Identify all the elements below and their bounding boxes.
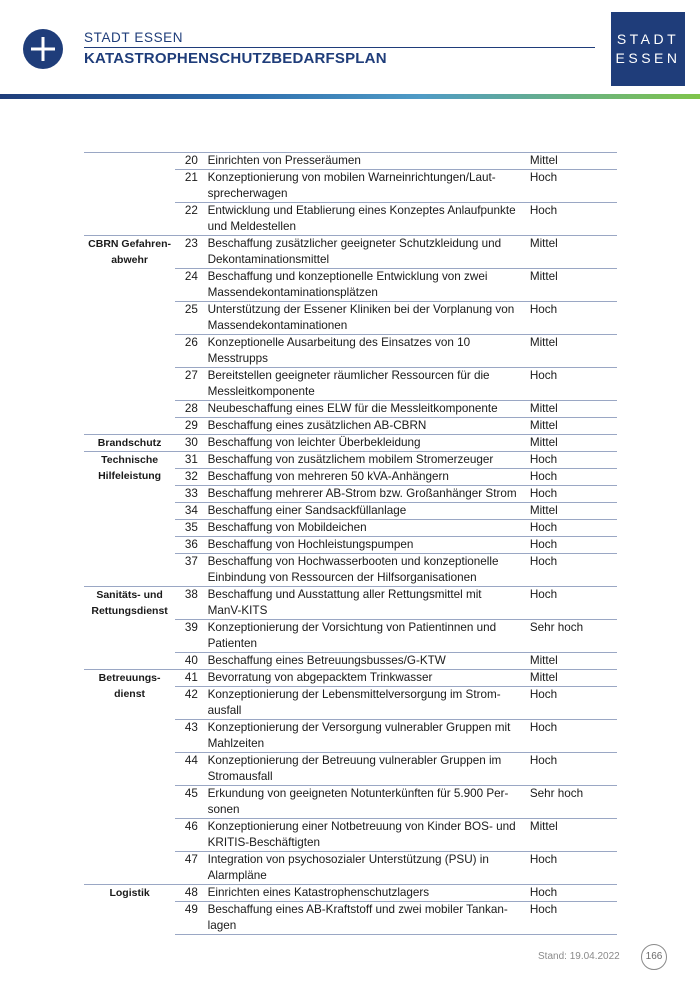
measure-priority: Mittel	[530, 418, 617, 435]
measure-number: 29	[175, 418, 207, 435]
measure-description: Entwicklung und Etablierung eines Konzeptes Anlaufpunkte und Meldestellen	[208, 203, 530, 236]
measure-priority: Mittel	[530, 335, 617, 368]
measure-priority: Hoch	[530, 687, 617, 720]
category-label: Logistik	[109, 887, 150, 899]
measure-priority: Hoch	[530, 452, 617, 469]
measure-description: Konzeptionierung der Lebensmittelversorgung im Strom- ausfall	[208, 687, 530, 720]
measure-priority: Hoch	[530, 170, 617, 203]
measure-number: 35	[175, 520, 207, 537]
measure-description: Beschaffung und konzeptionelle Entwicklung von zwei Massendekontaminationsplätzen	[208, 269, 530, 302]
measure-number: 37	[175, 554, 207, 587]
measure-priority: Hoch	[530, 302, 617, 335]
measure-number: 49	[175, 902, 207, 935]
measure-description: Beschaffung von Hochwasserbooten und konzeptionelle Einbindung von Ressourcen der Hilfsorganisationen	[208, 554, 530, 587]
measure-priority: Mittel	[530, 653, 617, 670]
measure-priority: Hoch	[530, 720, 617, 753]
measure-description: Beschaffung von Mobildeichen	[208, 520, 530, 537]
measure-description: Konzeptionierung der Vorsichtung von Patientinnen und Patienten	[208, 620, 530, 653]
measure-description: Beschaffung zusätzlicher geeigneter Schutzkleidung und Dekontaminationsmittel	[208, 236, 530, 269]
measures-table	[84, 152, 617, 935]
category-cell	[84, 435, 175, 452]
brand-line-2: ESSEN	[615, 50, 681, 66]
header-gradient-bar	[0, 94, 700, 99]
measure-description: Bevorratung von abgepacktem Trinkwasser	[208, 670, 530, 687]
category-cell	[84, 587, 175, 670]
category-cell	[84, 452, 175, 587]
measure-number: 24	[175, 269, 207, 302]
measure-number: 42	[175, 687, 207, 720]
measure-number: 21	[175, 170, 207, 203]
measure-priority: Hoch	[530, 753, 617, 786]
table-row	[84, 587, 617, 620]
measure-number: 41	[175, 670, 207, 687]
measure-description: Unterstützung der Essener Kliniken bei der Vorplanung von Massendekontaminationen	[208, 302, 530, 335]
measure-description: Beschaffung mehrerer AB-Strom bzw. Großanhänger Strom	[208, 486, 530, 503]
measure-number: 26	[175, 335, 207, 368]
measure-description: Bereitstellen geeigneter räumlicher Ressourcen für die Messleitkomponente	[208, 368, 530, 401]
category-label: Brandschutz	[97, 437, 162, 449]
measure-priority: Hoch	[530, 469, 617, 486]
measure-number: 38	[175, 587, 207, 620]
measure-description: Beschaffung von mehreren 50 kVA-Anhängern	[208, 469, 530, 486]
brand-line-1: STADT	[616, 31, 680, 47]
measure-description: Konzeptionelle Ausarbeitung des Einsatzes von 10 Messtrupps	[208, 335, 530, 368]
measure-number: 33	[175, 486, 207, 503]
measure-priority: Hoch	[530, 852, 617, 885]
measure-number: 47	[175, 852, 207, 885]
stadt-essen-logo	[611, 12, 685, 86]
measure-number: 27	[175, 368, 207, 401]
table-row	[84, 236, 617, 269]
table-row	[84, 452, 617, 469]
page-number: 166	[641, 944, 667, 970]
measure-priority: Sehr hoch	[530, 786, 617, 819]
measure-number: 45	[175, 786, 207, 819]
measure-number: 31	[175, 452, 207, 469]
measure-number: 30	[175, 435, 207, 452]
measure-description: Beschaffung von leichter Überbekleidung	[208, 435, 530, 452]
table-row	[84, 670, 617, 687]
measure-description: Integration von psychosozialer Unterstützung (PSU) in Alarmpläne	[208, 852, 530, 885]
table-row	[84, 153, 617, 170]
measure-description: Beschaffung eines AB-Kraftstoff und zwei mobiler Tankan- lagen	[208, 902, 530, 935]
category-label: Sanitäts- und Rettungsdienst	[91, 589, 168, 617]
category-label: CBRN Gefahren- abwehr	[88, 238, 172, 266]
table-row	[84, 435, 617, 452]
measure-description: Neubeschaffung eines ELW für die Messleitkomponente	[208, 401, 530, 418]
measure-description: Erkundung von geeigneten Notunterkünften für 5.900 Per- sonen	[208, 786, 530, 819]
measure-priority: Mittel	[530, 401, 617, 418]
measure-priority: Mittel	[530, 435, 617, 452]
measure-number: 25	[175, 302, 207, 335]
measure-priority: Hoch	[530, 587, 617, 620]
category-cell	[84, 670, 175, 885]
measure-number: 20	[175, 153, 207, 170]
measure-number: 46	[175, 819, 207, 852]
measure-number: 40	[175, 653, 207, 670]
header-title: KATASTROPHENSCHUTZBEDARFSPLAN	[84, 50, 387, 67]
category-cell	[84, 153, 175, 236]
measure-number: 32	[175, 469, 207, 486]
table-row	[84, 885, 617, 902]
measure-description: Einrichten von Presseräumen	[208, 153, 530, 170]
measure-description: Beschaffung eines zusätzlichen AB-CBRN	[208, 418, 530, 435]
measure-priority: Hoch	[530, 520, 617, 537]
measure-priority: Mittel	[530, 503, 617, 520]
measure-priority: Mittel	[530, 819, 617, 852]
measure-number: 39	[175, 620, 207, 653]
measure-priority: Hoch	[530, 902, 617, 935]
measure-priority: Mittel	[530, 153, 617, 170]
measure-description: Konzeptionierung der Betreuung vulnerabler Gruppen im Stromausfall	[208, 753, 530, 786]
header-city: STADT ESSEN	[84, 30, 184, 45]
category-label: Betreuungs- dienst	[98, 672, 161, 700]
measure-description: Beschaffung eines Betreuungsbusses/G-KTW	[208, 653, 530, 670]
measure-description: Konzeptionierung von mobilen Warneinrichtungen/Laut- sprecherwagen	[208, 170, 530, 203]
measure-number: 28	[175, 401, 207, 418]
category-cell	[84, 236, 175, 435]
measure-number: 34	[175, 503, 207, 520]
measure-number: 48	[175, 885, 207, 902]
measure-number: 43	[175, 720, 207, 753]
measure-description: Beschaffung von zusätzlichem mobilem Stromerzeuger	[208, 452, 530, 469]
measure-priority: Mittel	[530, 269, 617, 302]
plus-logo-icon	[23, 29, 63, 69]
measure-number: 23	[175, 236, 207, 269]
measure-priority: Hoch	[530, 368, 617, 401]
measure-priority: Hoch	[530, 203, 617, 236]
measure-description: Einrichten eines Katastrophenschutzlagers	[208, 885, 530, 902]
measure-priority: Mittel	[530, 670, 617, 687]
measure-priority: Mittel	[530, 236, 617, 269]
measure-description: Beschaffung von Hochleistungspumpen	[208, 537, 530, 554]
measure-priority: Hoch	[530, 554, 617, 587]
measure-priority: Hoch	[530, 885, 617, 902]
measure-description: Beschaffung einer Sandsackfüllanlage	[208, 503, 530, 520]
measure-priority: Sehr hoch	[530, 620, 617, 653]
measure-number: 36	[175, 537, 207, 554]
measure-description: Konzeptionierung der Versorgung vulnerabler Gruppen mit Mahlzeiten	[208, 720, 530, 753]
measure-priority: Hoch	[530, 486, 617, 503]
category-cell	[84, 885, 175, 935]
measure-number: 44	[175, 753, 207, 786]
footer-stand-date: Stand: 19.04.2022	[538, 951, 620, 962]
measure-description: Beschaffung und Ausstattung aller Rettungsmittel mit ManV-KITS	[208, 587, 530, 620]
header-rule	[84, 47, 595, 48]
measure-number: 22	[175, 203, 207, 236]
measure-description: Konzeptionierung einer Notbetreuung von Kinder BOS- und KRITIS-Beschäftigten	[208, 819, 530, 852]
category-label: Technische Hilfeleistung	[98, 454, 162, 482]
measure-priority: Hoch	[530, 537, 617, 554]
